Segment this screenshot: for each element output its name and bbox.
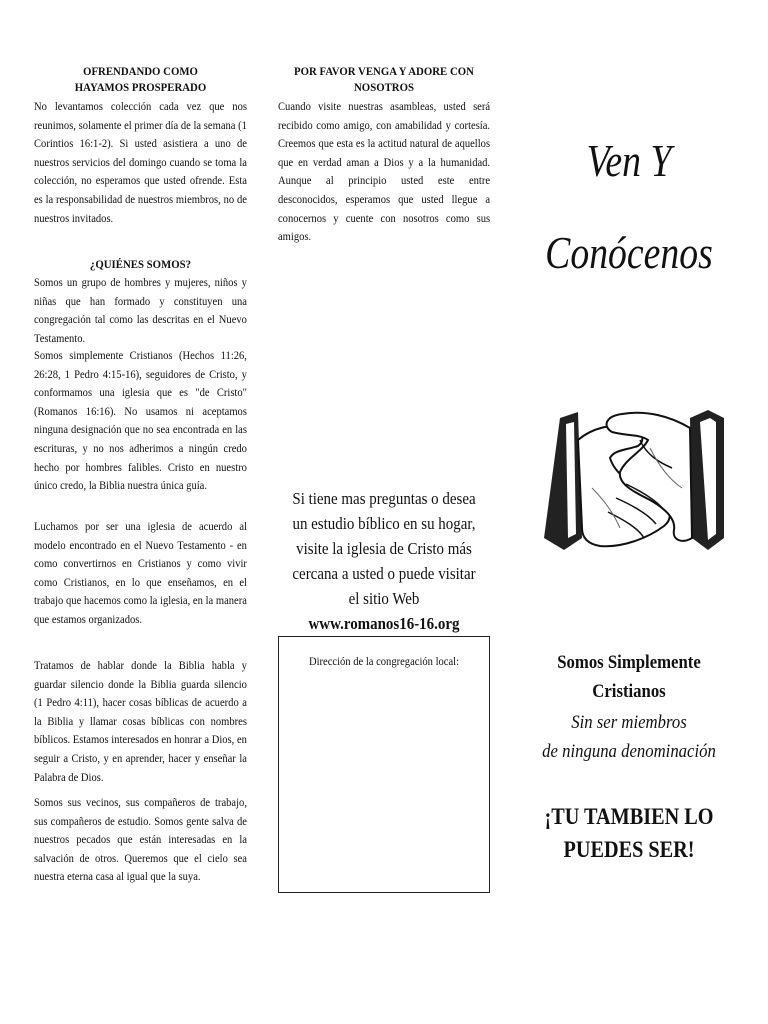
- title-line-1: Ven Y: [586, 135, 672, 186]
- tagline-italic-1: Sin ser miembros: [571, 712, 687, 733]
- tagline-italic-2: de ninguna denominación: [542, 741, 716, 762]
- heading-offering: OFRENDANDO COMO HAYAMOS PROSPERADO: [74, 64, 207, 94]
- address-label: Dirección de la congregación local:: [308, 654, 460, 668]
- address-box: [278, 636, 490, 893]
- handshake-illustration: [530, 388, 738, 580]
- website-link[interactable]: www.romanos16-16.org: [308, 614, 460, 633]
- paragraph-who-4: Tratamos de hablar donde la Biblia habla y guardar silencio donde la Biblia guarda silencio (1 Pedro 4:11), hacer cosas bíblicas de acuerdo a la Biblia y llamar cosas bíblicas con nombres bíblicos. Estamos interesados en honrar a Dios, en seguir a Cristo, y en aprender, hacer y enseñar la Palabra de Dios.: [34, 658, 247, 784]
- paragraph-who-1: Somos un grupo de hombres y mujeres, niños y niñas que han formado y constituyen una congregación tal como las descritas en el Nuevo Testamento.: [34, 275, 247, 345]
- paragraph-who-2: Somos simplemente Cristianos (Hechos 11:26, 26:28, 1 Pedro 4:15-16), seguidores de Cristo, y conformamos una iglesia que es "de Cristo" (Romanos 16:16). No usamos ni aceptamos ninguna designación que no sea encontrada en las escrituras, y no nos adherimos a ningún credo hecho por hombres falibles. Cristo en nuestro único credo, la Biblia nuestra única guía.: [34, 348, 247, 493]
- closing-statement: ¡TU TAMBIEN LO PUEDES SER!: [544, 804, 714, 862]
- invite-text: Si tiene mas preguntas o desea un estudio bíblico en su hogar, visite la iglesia de Cristo más cercana a usted o puede visitar el sitio Web: [292, 489, 476, 608]
- paragraph-visit: Cuando visite nuestras asambleas, usted será recibido como amigo, con amabilidad y cortesía. Creemos que esta es la actitud natural de aquellos que en verdad aman a Dios y a la humanidad. Aunque al principio usted este entre desconocidos, esperamos que usted llegue a conocernos y cuente con nosotros como sus amigos.: [278, 99, 491, 244]
- heading-who-we-are: ¿QUIÉNES SOMOS?: [89, 257, 192, 271]
- paragraph-who-5: Somos sus vecinos, sus compañeros de trabajo, sus compañeros de estudio. Somos gente salva de nuestros pecados que están interesadas en la salvación de otros. Queremos que el cielo sea nuestra eterna casa al igual que la suya.: [34, 795, 247, 884]
- paragraph-offering: No levantamos colección cada vez que nos reunimos, solamente el primer día de la semana (1 Corintios 16:1-2). Si usted asistiera a uno de nuestros servicios del domingo cuando se toma la colección, no esperamos que usted ofrende. Esta es la responsabilidad de nuestros miembros, no de nuestros invitados.: [34, 99, 247, 225]
- heading-come-worship: POR FAVOR VENGA Y ADORE CON NOSOTROS: [294, 64, 474, 94]
- title-line-2: Conócenos: [545, 227, 713, 278]
- paragraph-who-3: Luchamos por ser una iglesia de acuerdo al modelo encontrado en el Nuevo Testamento - en como convertirnos en Cristianos y como vivir como Cristianos, en lo que enseñamos, en el trabajo que hacemos como la iglesia, en la manera que estamos organizados.: [34, 519, 247, 626]
- invite-block: [291, 486, 478, 636]
- tagline-bold: Somos Simplemente Cristianos: [557, 652, 701, 702]
